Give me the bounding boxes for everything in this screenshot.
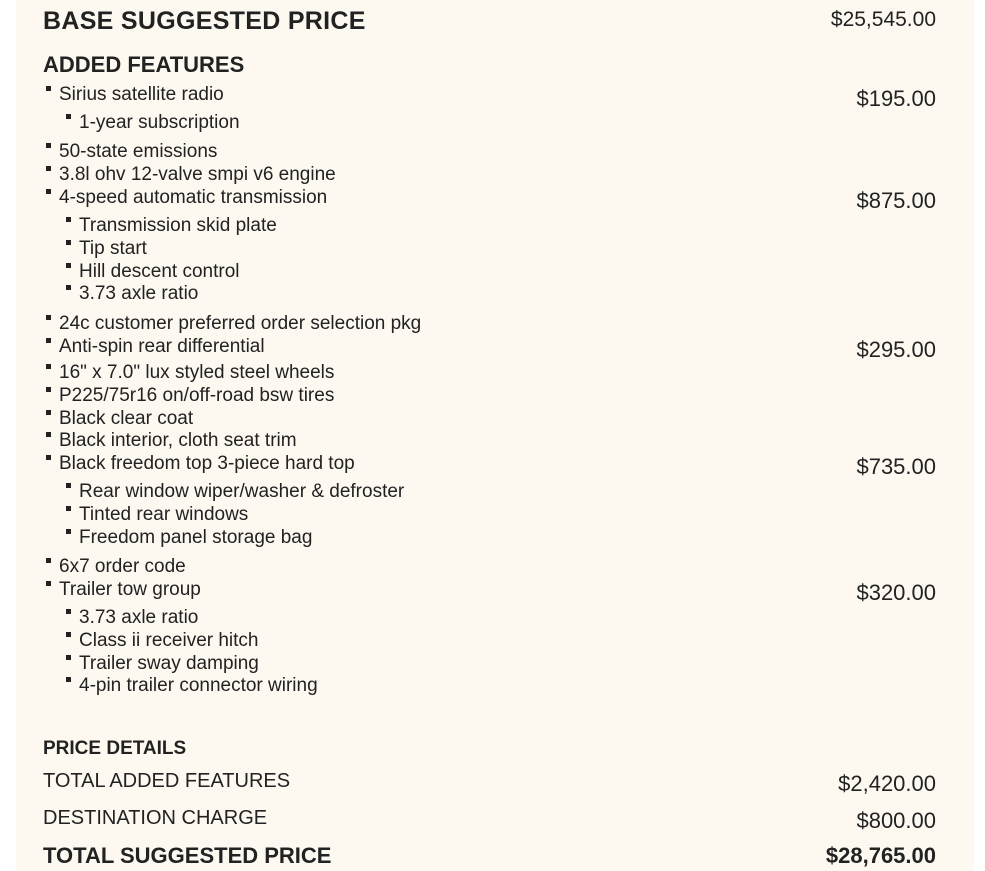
feature-subitem: Trailer sway damping	[66, 653, 259, 675]
total-added-features-label: TOTAL ADDED FEATURES	[43, 770, 291, 792]
bullet-icon	[66, 506, 71, 511]
feature-price: $875.00	[856, 188, 936, 213]
bullet-icon	[46, 143, 51, 148]
bullet-icon	[66, 632, 71, 637]
total-suggested-price-label: TOTAL SUGGESTED PRICE	[43, 843, 332, 868]
bullet-icon	[66, 677, 71, 682]
bullet-icon	[66, 263, 71, 268]
destination-charge-label: DESTINATION CHARGE	[43, 807, 268, 829]
feature-subitem: Tip start	[66, 238, 147, 260]
feature-price: $195.00	[856, 86, 936, 111]
bullet-icon	[46, 364, 51, 369]
feature-item: 50-state emissions	[46, 141, 217, 163]
destination-charge-value: $800.00	[856, 808, 936, 833]
bullet-icon	[66, 609, 71, 614]
bullet-icon	[66, 529, 71, 534]
feature-subitem: Freedom panel storage bag	[66, 527, 312, 549]
total-suggested-price-value: $28,765.00	[825, 843, 936, 868]
bullet-icon	[46, 558, 51, 563]
price-sheet	[16, 0, 974, 871]
base-price-label: BASE SUGGESTED PRICE	[43, 7, 366, 35]
feature-item: Black interior, cloth seat trim	[46, 430, 297, 452]
bullet-icon	[46, 166, 51, 171]
bullet-icon	[66, 483, 71, 488]
bullet-icon	[46, 86, 51, 91]
feature-item: 6x7 order code	[46, 556, 186, 578]
bullet-icon	[46, 455, 51, 460]
bullet-icon	[46, 315, 51, 320]
bullet-icon	[46, 581, 51, 586]
feature-subitem: 1-year subscription	[66, 112, 240, 134]
feature-subitem: 4-pin trailer connector wiring	[66, 675, 318, 697]
total-added-features-value: $2,420.00	[838, 771, 936, 796]
feature-item: 16" x 7.0" lux styled steel wheels	[46, 362, 334, 384]
feature-subitem: 3.73 axle ratio	[66, 283, 198, 305]
bullet-icon	[66, 655, 71, 660]
price-details-heading: PRICE DETAILS	[43, 738, 187, 759]
feature-price: $735.00	[856, 454, 936, 479]
bullet-icon	[66, 285, 71, 290]
feature-subitem: Rear window wiper/washer & defroster	[66, 481, 404, 503]
feature-item: 4-speed automatic transmission	[46, 187, 327, 209]
bullet-icon	[46, 432, 51, 437]
feature-item: Black freedom top 3-piece hard top	[46, 453, 355, 475]
feature-item: Sirius satellite radio	[46, 84, 224, 106]
base-price-value: $25,545.00	[830, 8, 936, 31]
added-features-heading: ADDED FEATURES	[43, 52, 245, 77]
feature-item: P225/75r16 on/off-road bsw tires	[46, 385, 334, 407]
feature-subitem: Class ii receiver hitch	[66, 630, 259, 652]
bullet-icon	[66, 217, 71, 222]
feature-subitem: Tinted rear windows	[66, 504, 248, 526]
feature-subitem: Hill descent control	[66, 261, 240, 283]
bullet-icon	[46, 410, 51, 415]
feature-subitem: 3.73 axle ratio	[66, 607, 198, 629]
feature-item: Anti-spin rear differential	[46, 336, 265, 358]
feature-price: $320.00	[856, 580, 936, 605]
feature-price: $295.00	[856, 337, 936, 362]
bullet-icon	[66, 240, 71, 245]
feature-subitem: Transmission skid plate	[66, 215, 277, 237]
feature-item: Trailer tow group	[46, 579, 201, 601]
bullet-icon	[46, 387, 51, 392]
bullet-icon	[66, 114, 71, 119]
feature-item: 3.8l ohv 12-valve smpi v6 engine	[46, 164, 336, 186]
feature-item: Black clear coat	[46, 408, 193, 430]
feature-item: 24c customer preferred order selection pkg	[46, 313, 421, 335]
bullet-icon	[46, 338, 51, 343]
bullet-icon	[46, 189, 51, 194]
